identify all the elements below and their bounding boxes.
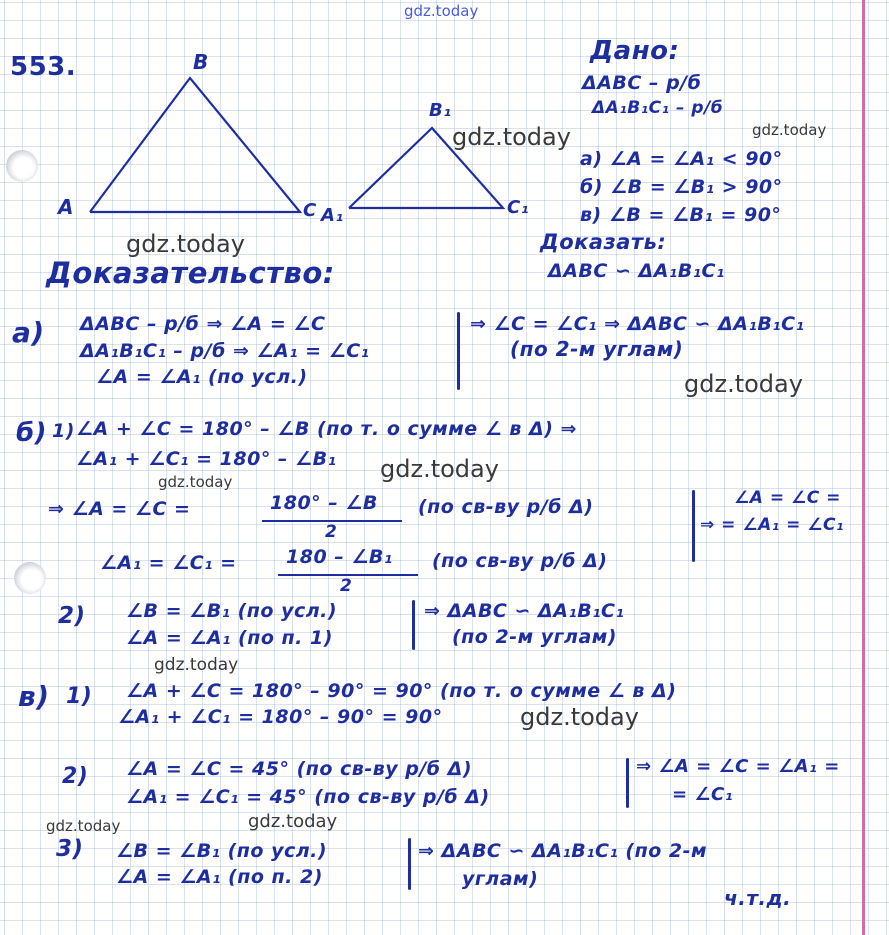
vertex-a1-label: A₁ xyxy=(321,205,344,226)
triangle-abc xyxy=(90,78,300,212)
case-b-step2-conclusion: (по 2-м углам) xyxy=(452,626,617,648)
fraction-denominator: 2 xyxy=(340,576,353,596)
brace xyxy=(412,600,415,650)
vertex-b-label: B xyxy=(193,50,209,74)
step-label: 2) xyxy=(58,603,86,629)
given-case: а) ∠A = ∠A₁ < 90° xyxy=(580,148,783,170)
case-c-step3-line: ∠A = ∠A₁ (по п. 2) xyxy=(116,866,323,888)
case-b-step1-conclusion: ⇒ = ∠A₁ = ∠C₁ xyxy=(700,515,844,535)
watermark: gdz.today xyxy=(452,123,571,151)
case-c-step3-conclusion: ⇒ ΔABC ∽ ΔA₁B₁C₁ (по 2-м xyxy=(418,840,708,862)
watermark: gdz.today xyxy=(154,655,239,675)
watermark: gdz.today xyxy=(380,455,499,483)
step-label: 2) xyxy=(62,764,89,789)
given-line: ΔA₁B₁C₁ – р/б xyxy=(592,98,724,118)
case-b-step2-line: ∠A = ∠A₁ (по п. 1) xyxy=(126,627,333,649)
case-a-label: а) xyxy=(12,316,45,349)
case-b-step1-line: ⇒ ∠A = ∠C = xyxy=(48,498,191,520)
case-b-label: б) xyxy=(16,418,48,448)
watermark: gdz.today xyxy=(520,703,639,731)
case-a-line: ΔA₁B₁C₁ – р/б ⇒ ∠A₁ = ∠C₁ xyxy=(80,340,370,362)
prove-statement: ΔABC ∽ ΔA₁B₁C₁ xyxy=(548,260,725,282)
reason: (по св-ву р/б Δ) xyxy=(418,496,594,518)
case-c-step3-conclusion: углам) xyxy=(462,868,539,890)
brace xyxy=(626,758,629,808)
vertex-b1-label: B₁ xyxy=(429,100,452,121)
case-b-step1-conclusion: ∠A = ∠C = xyxy=(734,488,841,508)
case-c-step2-conclusion: ⇒ ∠A = ∠C = ∠A₁ = xyxy=(636,756,840,777)
case-b-step1-line: ∠A + ∠C = 180° – ∠B (по т. о сумме ∠ в Δ) ⇒ xyxy=(76,418,577,440)
case-a-conclusion: (по 2-м углам) xyxy=(510,337,684,361)
given-case: в) ∠B = ∠B₁ = 90° xyxy=(580,204,782,226)
watermark: gdz.today xyxy=(752,121,827,139)
case-c-step2-conclusion: = ∠C₁ xyxy=(672,784,734,805)
watermark: gdz.today xyxy=(684,370,803,398)
case-a-line: ΔABC – р/б ⇒ ∠A = ∠C xyxy=(80,313,326,335)
given-line: ΔABC – р/б xyxy=(582,72,702,94)
brace xyxy=(408,838,411,890)
qed-mark: ч.т.д. xyxy=(724,886,792,910)
case-c-step1-line: ∠A + ∠C = 180° – 90° = 90° (по т. о сумме ∠ в Δ) xyxy=(126,680,677,702)
fraction-denominator: 2 xyxy=(325,522,338,542)
step-label: 3) xyxy=(56,836,84,862)
case-c-label: в) xyxy=(18,680,50,713)
reason: (по св-ву р/б Δ) xyxy=(432,550,608,572)
brace xyxy=(457,312,460,390)
brace xyxy=(692,490,695,562)
watermark: gdz.today xyxy=(46,817,121,835)
vertex-c-label: C xyxy=(303,200,317,221)
watermark: gdz.today xyxy=(158,473,233,491)
given-case: б) ∠B = ∠B₁ > 90° xyxy=(580,176,783,198)
case-b-step2-conclusion: ⇒ ΔABC ∽ ΔA₁B₁C₁ xyxy=(424,600,625,622)
case-b-step1-line: ∠A₁ + ∠C₁ = 180° – ∠B₁ xyxy=(76,448,337,470)
step-label: 1) xyxy=(52,420,75,442)
step-label: 1) xyxy=(66,684,93,709)
case-c-step1-line: ∠A₁ + ∠C₁ = 180° – 90° = 90° xyxy=(118,706,443,728)
watermark: gdz.today xyxy=(126,230,245,258)
fraction-numerator: 180 – ∠B₁ xyxy=(286,546,393,568)
case-c-step2-line: ∠A₁ = ∠C₁ = 45° (по св-ву р/б Δ) xyxy=(126,786,490,808)
case-c-step3-line: ∠B = ∠B₁ (по усл.) xyxy=(116,840,328,862)
problem-number: 553. xyxy=(10,52,77,82)
case-c-step2-line: ∠A = ∠C = 45° (по св-ву р/б Δ) xyxy=(126,758,473,780)
case-b-step1-line: ∠A₁ = ∠C₁ = xyxy=(100,552,237,574)
watermark-top: gdz.today xyxy=(404,2,479,20)
case-a-line: ∠A = ∠A₁ (по усл.) xyxy=(96,366,308,388)
watermark: gdz.today xyxy=(248,811,338,832)
fraction-numerator: 180° – ∠B xyxy=(270,492,378,514)
case-a-conclusion: ⇒ ∠C = ∠C₁ ⇒ ΔABC ∽ ΔA₁B₁C₁ xyxy=(470,313,805,335)
proof-header: Доказательство: xyxy=(46,256,335,290)
case-b-step2-line: ∠B = ∠B₁ (по усл.) xyxy=(126,600,338,622)
given-header: Дано: xyxy=(590,36,680,66)
vertex-c1-label: C₁ xyxy=(507,197,530,218)
vertex-a-label: A xyxy=(58,195,74,219)
prove-header: Доказать: xyxy=(540,230,667,254)
